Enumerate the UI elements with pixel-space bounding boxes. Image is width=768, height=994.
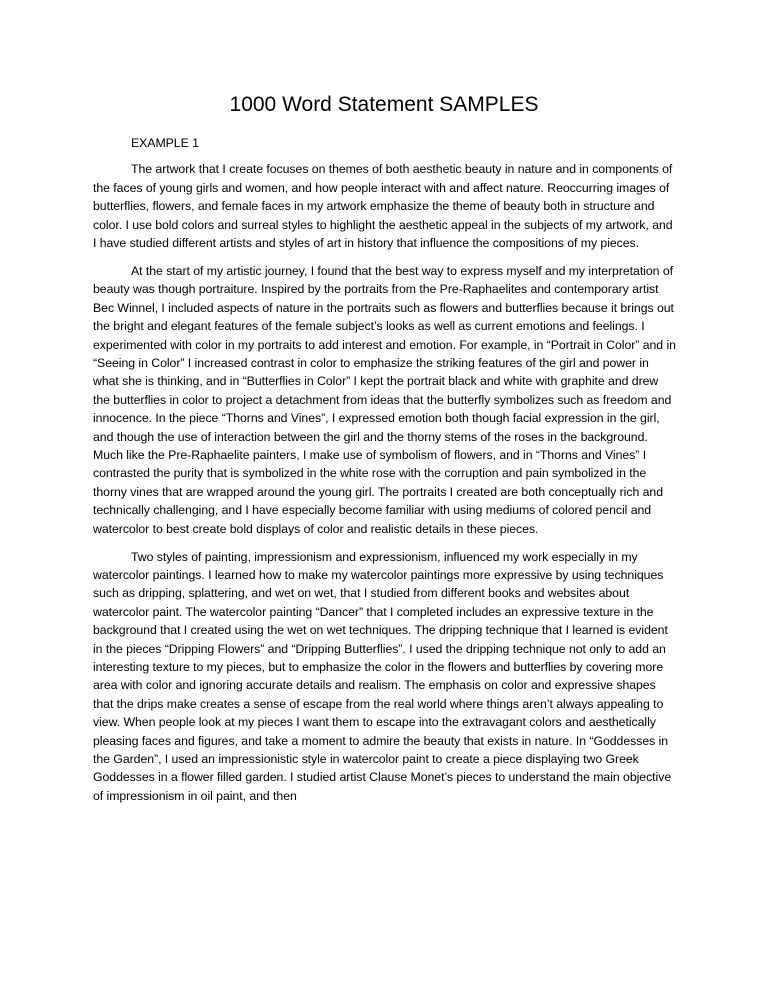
paragraph-1: The artwork that I create focuses on themes of both aesthetic beauty in nature and in components of the faces of young girls and women, and how people interact with and affect nature. Reoccurring images of butterflies, flowers, and female faces in my artwork emphasize the theme of beauty both in structure and color. I use bold colors and surreal styles to highlight the aesthetic appeal in the subjects of my artwork, and I have studied different artists and styles of art in history that influence the compositions of my pieces.	[93, 162, 673, 251]
paragraph-3: Two styles of painting, impressionism and expressionism, influenced my work especially in my watercolor paintings. I learned how to make my watercolor paintings more expressive by using techniques such as dripping, splattering, and wet on wet, that I studied from different books and websites about watercolor paint. The watercolor painting “Dancer” that I completed includes an expressive texture in the background that I created using the wet on wet techniques. The dripping technique that I learned is evident in the pieces “Dripping Flowers” and “Dripping Butterflies”. I used the dripping technique not only to add an interesting texture to my pieces, but to emphasize the color in the flowers and butterflies by covering more area with color and ignoring accurate details and realism. The emphasis on color and expressive shapes that the drips make creates a sense of escape from the real world where things aren’t always appealing to view. When people look at my pieces I want them to escape into the extravagant colors and aesthetically pleasing faces and figures, and take a moment to admire the beauty that exists in nature. In “Goddesses in the Garden”, I used an impressionistic style in watercolor paint to create a piece displaying two Greek Goddesses in a flower filled garden. I studied artist Clause Monet’s pieces to understand the main objective of impressionism in oil paint, and then	[93, 549, 672, 803]
document-body	[93, 134, 677, 815]
document-title: 1000 Word Statement SAMPLES	[229, 93, 539, 116]
example-label: EXAMPLE 1	[131, 136, 199, 150]
paragraph-2: At the start of my artistic journey, I found that the best way to express myself and my interpretation of beauty was though portraiture. Inspired by the portraits from the Pre-Raphaelites and contemporary artist Bec Winnel, I included aspects of nature in the portraits such as flowers and butterflies because it brings out the bright and elegant features of the female subject’s looks as well as current emotions and feelings. I experimented with color in my portraits to add interest and emotion. For example, in “Portrait in Color” and in “Seeing in Color” I increased contrast in color to emphasize the striking features of the girl and power in what she is thinking, and in “Butterflies in Color” I kept the portrait black and white with graphite and drew the butterflies in color to project a detachment from ideas that the butterfly symbolizes such as freedom and innocence. In the piece “Thorns and Vines”, I expressed emotion both though facial expression in the girl, and though the use of interaction between the girl and the thorny stems of the roses in the background. Much like the Pre-Raphaelite painters, I make use of symbolism of flowers, and in “Thorns and Vines” I contrasted the purity that is symbolized in the white rose with the corruption and pain symbolized in the thorny vines that are wrapped around the young girl. The portraits I created are both conceptually rich and technically challenging, and I have especially become familiar with using mediums of colored pencil and watercolor to best create bold displays of color and realistic details in these pieces.	[93, 263, 676, 536]
